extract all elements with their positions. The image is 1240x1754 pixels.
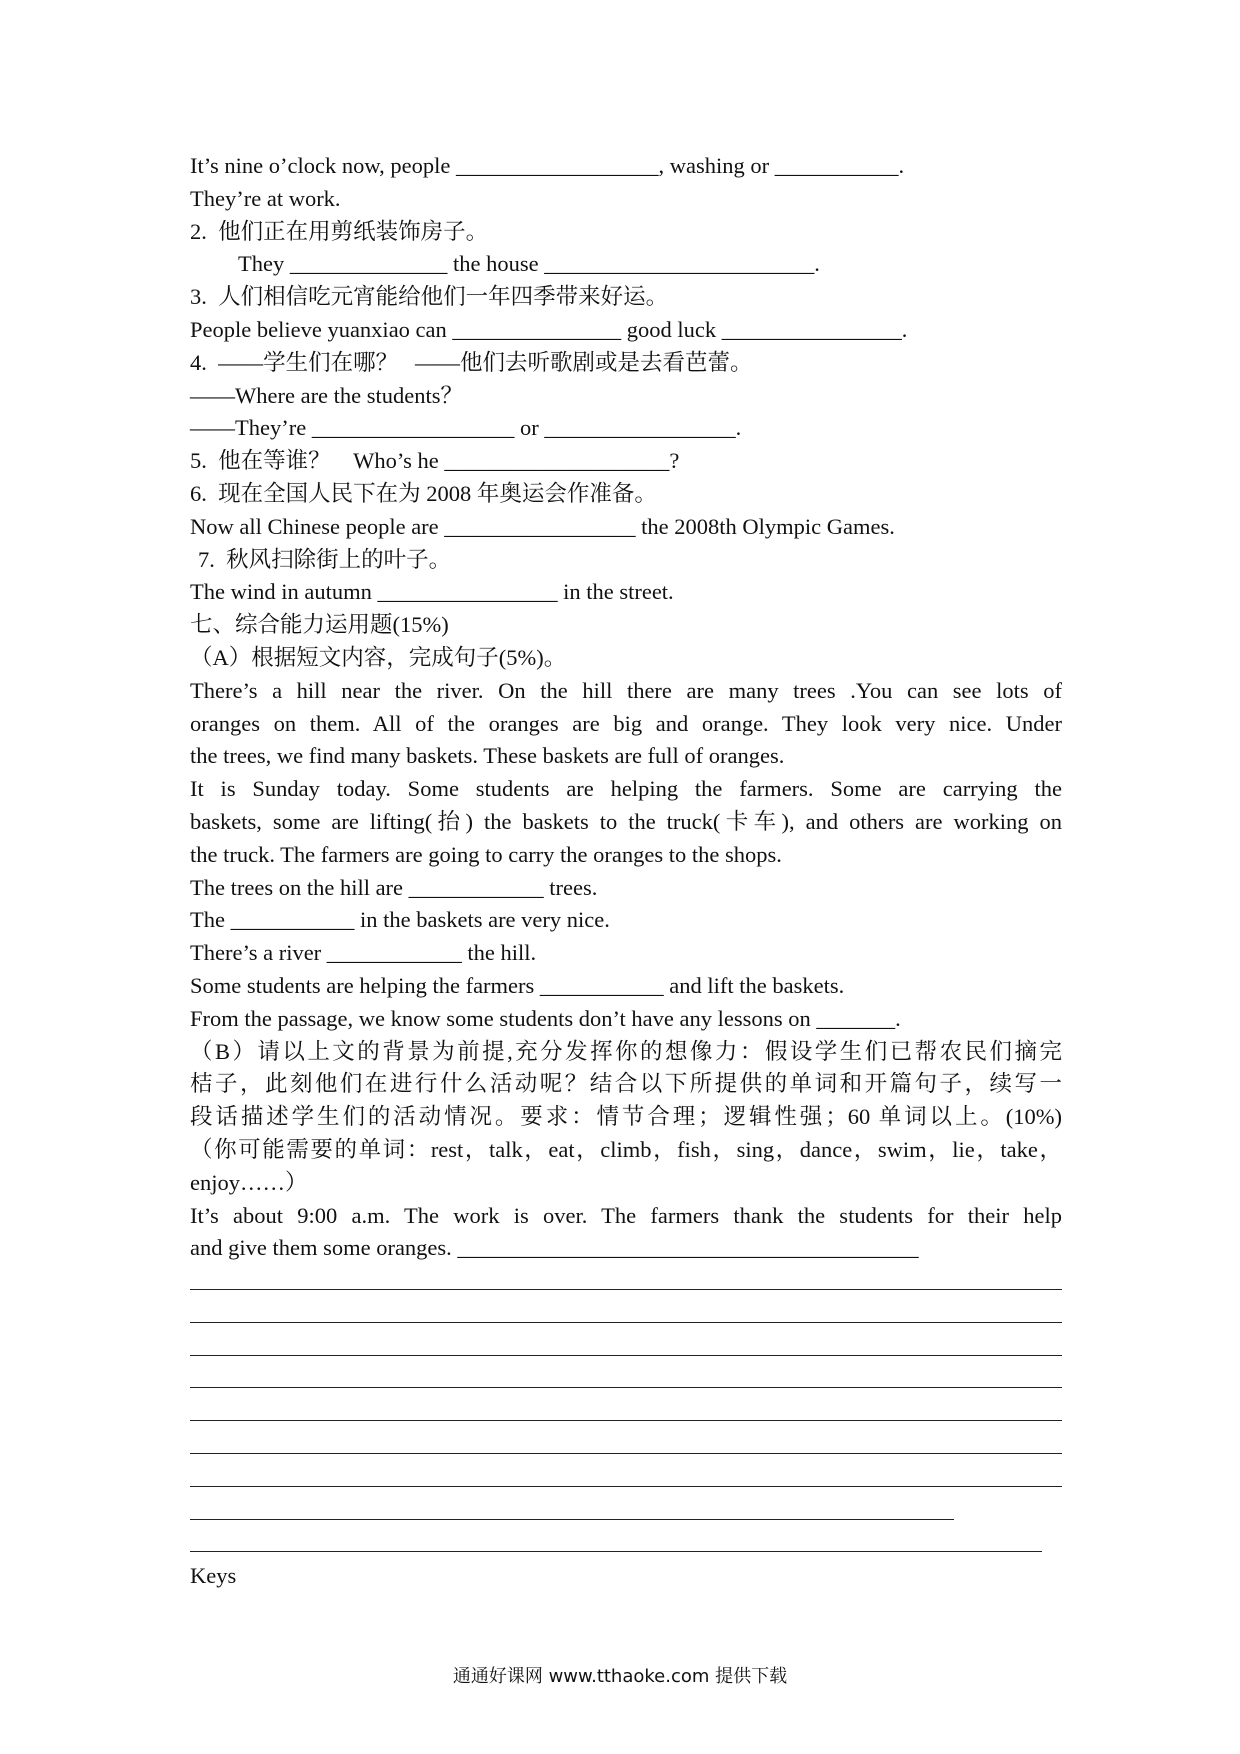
- subsection-heading: （B）请以上文的背景为前提,充分发挥你的想像力：假设学生们已帮农民们摘完: [190, 1038, 1062, 1064]
- text-line: ——They’re __________________ or _________________.: [190, 415, 742, 441]
- subsection-heading: （A）根据短文内容，完成句子(5%)。: [190, 644, 567, 670]
- question-number: 6. 现在全国人民下在为 2008 年奥运会作准备。: [190, 480, 657, 506]
- text-line: The trees on the hill are ____________ trees.: [190, 874, 598, 900]
- passage-line: oranges on them. All of the oranges are big and orange. They look very nice. Under: [190, 710, 1062, 736]
- writing-line: [190, 1396, 1062, 1429]
- passage-line: baskets, some are lifting(抬) the baskets to the truck(卡车), and others are working on: [190, 808, 1062, 834]
- text-line: ——Where are the students？: [190, 382, 464, 408]
- question-number: 4. ——学生们在哪？ ——他们去听歌剧或是去看芭蕾。: [190, 349, 753, 375]
- text-line: People believe yuanxiao can _______________ good luck ________________.: [190, 316, 908, 342]
- instruction-line: （你可能需要的单词：rest，talk，eat，climb，fish，sing，dance，swim，lie，take，: [190, 1136, 1062, 1162]
- writing-line: [190, 1462, 1062, 1495]
- instruction-line: 段话描述学生们的活动情况。要求：情节合理；逻辑性强；60 单词以上。(10%): [190, 1104, 1062, 1130]
- text-line: Now all Chinese people are _________________ the 2008th Olympic Games.: [190, 513, 895, 539]
- page-footer: 通通好课网 www.tthaoke.com 提供下载: [452, 1666, 788, 1687]
- writing-line: [190, 1298, 1062, 1331]
- writing-line: [190, 1363, 1062, 1396]
- text-line: The ___________ in the baskets are very nice.: [190, 907, 610, 933]
- text-line: It’s about 9:00 a.m. The work is over. The farmers thank the students for their help: [190, 1202, 1062, 1228]
- writing-line: [190, 1265, 1062, 1298]
- question-number: 5. 他在等谁？ Who’s he ____________________?: [190, 448, 680, 474]
- text-line: Some students are helping the farmers ___________ and lift the baskets.: [190, 972, 845, 998]
- question-number: 3. 人们相信吃元宵能给他们一年四季带来好运。: [190, 284, 669, 310]
- instruction-line: 桔子，此刻他们在进行什么活动呢？结合以下所提供的单词和开篇句子，续写一: [190, 1071, 1062, 1097]
- text-line: There’s a river ____________ the hill.: [190, 940, 537, 966]
- text-line: They ______________ the house ________________________.: [238, 251, 820, 277]
- passage-line: There’s a hill near the river. On the hill there are many trees .You can see lots of: [190, 677, 1062, 703]
- document-body: [190, 150, 1062, 1593]
- section-heading: 七、综合能力运用题(15%): [190, 612, 449, 638]
- writing-line: [190, 1527, 1042, 1560]
- text-line: The wind in autumn ________________ in the street.: [190, 579, 674, 605]
- text-line: It’s nine o’clock now, people __________________, washing or ___________.: [190, 153, 905, 178]
- text-line: From the passage, we know some students don’t have any lessons on _______.: [190, 1005, 901, 1031]
- text-line: They’re at work.: [190, 185, 341, 211]
- question-number: 2. 他们正在用剪纸装饰房子。: [190, 218, 489, 244]
- passage-line: the trees, we find many baskets. These baskets are full of oranges.: [190, 743, 785, 769]
- writing-line: [190, 1331, 1062, 1364]
- text-line: and give them some oranges. _________________________________________: [190, 1235, 919, 1261]
- passage-line: the truck. The farmers are going to carry the oranges to the shops.: [190, 841, 782, 867]
- question-number: 7. 秋风扫除街上的叶子。: [198, 546, 452, 572]
- passage-line: It is Sunday today. Some students are helping the farmers. Some are carrying the: [190, 776, 1062, 802]
- writing-line: [190, 1429, 1062, 1462]
- writing-line: [190, 1495, 954, 1528]
- instruction-line: enjoy……）: [190, 1169, 308, 1195]
- keys-heading: Keys: [190, 1563, 237, 1589]
